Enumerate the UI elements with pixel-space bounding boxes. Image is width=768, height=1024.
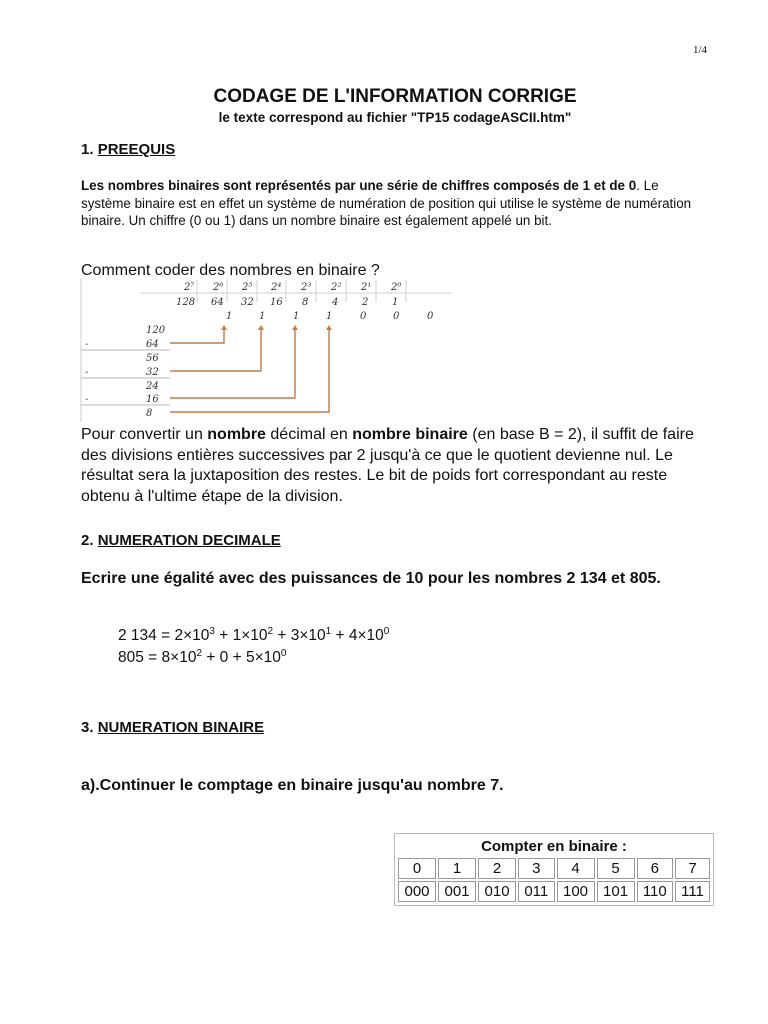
binary-row	[398, 881, 710, 902]
weight-label: 16	[270, 297, 283, 308]
equation-805	[118, 648, 286, 667]
minus-sign: -	[85, 367, 89, 378]
step-value: 64	[146, 339, 159, 350]
step-value: 32	[146, 367, 159, 378]
power-label: 2⁴	[271, 282, 282, 293]
step-value: 8	[146, 408, 153, 419]
document-subtitle: le texte correspond au fichier "TP15 codageASCII.htm"	[218, 110, 572, 125]
table-cell: 111	[675, 881, 710, 902]
section-1-title: PREEQUIS	[97, 141, 176, 158]
table-cell: 110	[637, 881, 673, 902]
minus-sign: -	[85, 394, 89, 405]
table-cell: 0	[398, 858, 436, 879]
binary-count-question: a).Continuer le comptage en binaire jusqu'au nombre 7.	[81, 777, 504, 794]
bit-value: 1	[293, 311, 300, 322]
table-title: Compter en binaire :	[481, 838, 627, 855]
weight-label: 4	[332, 297, 339, 308]
step-value: 56	[146, 353, 159, 364]
bit-value: 0	[360, 311, 367, 322]
bit-value: 0	[427, 311, 434, 322]
power-label: 2⁰	[391, 282, 402, 293]
table-cell: 000	[398, 881, 436, 902]
decimal-question: Ecrire une égalité avec des puissances de 10 pour les nombres 2 134 et 805.	[81, 570, 661, 587]
binary-definition-bold: Les nombres binaires sont représentés par une série de chiffres composés de 1 et de 0	[81, 178, 637, 193]
page-number: 1/4	[692, 44, 707, 56]
weight-label: 8	[302, 297, 309, 308]
table-cell: 010	[478, 881, 516, 902]
section-1-paragraph	[81, 177, 711, 230]
conversion-diagram	[80, 278, 452, 422]
binary-question: Comment coder des nombres en binaire ?	[81, 262, 380, 279]
section-2-heading	[81, 532, 281, 549]
bit-value: 0	[393, 311, 400, 322]
weight-label: 64	[211, 297, 224, 308]
weight-label: 2	[362, 297, 369, 308]
binary-count-table	[396, 835, 712, 904]
power-label: 2²	[331, 282, 342, 293]
binary-count-table-container	[394, 833, 714, 906]
section-1-heading	[81, 141, 175, 158]
bit-value: 1	[326, 311, 333, 322]
power-label: 2⁶	[213, 282, 224, 293]
conversion-paragraph	[81, 425, 711, 507]
table-cell: 101	[597, 881, 635, 902]
bit-value: 1	[226, 311, 233, 322]
eq-exponent: 1	[325, 626, 332, 637]
document-title: CODAGE DE L'INFORMATION CORRIGE	[213, 86, 577, 107]
table-cell: 011	[518, 881, 554, 902]
table-cell: 3	[518, 858, 554, 879]
table-cell: 4	[557, 858, 595, 879]
eq-part: 2 134 = 2×10	[118, 627, 210, 644]
step-value: 24	[146, 381, 159, 392]
power-label: 2⁷	[184, 282, 195, 293]
eq-exponent: 0	[383, 626, 390, 637]
section-3-heading	[81, 719, 264, 736]
binary-definition-rest: . Le système binaire est en effet un système de numération de position qui utilise le système de numération binaire. Un chiffre (0 ou 1) dans un nombre binaire est également appelé un bit.	[81, 178, 692, 228]
section-3-number: 3.	[81, 719, 94, 736]
eq-exponent: 3	[209, 626, 215, 637]
weight-label: 32	[241, 297, 254, 308]
weight-label: 128	[176, 297, 196, 308]
step-value: 16	[146, 394, 159, 405]
decimal-row	[398, 858, 710, 879]
conversion-text: décimal en	[265, 426, 353, 443]
conversion-text: (en base B = 2), il suffit de faire des divisions entières successives par 2 jusqu'à ce que le quotient devienne nul. Le résultat sera la juxtaposition des restes. Le bit de poids fort correspondant au reste obtenu à l'ultime étape de la division.	[81, 426, 694, 505]
table-cell: 2	[478, 858, 516, 879]
power-label: 2⁵	[242, 282, 253, 293]
eq-exponent: 0	[280, 648, 287, 659]
section-3-title: NUMERATION BINAIRE	[97, 719, 265, 736]
conversion-bold: nombre binaire	[352, 426, 468, 443]
weight-label: 1	[392, 297, 399, 308]
section-2-number: 2.	[81, 532, 94, 549]
section-1-number: 1.	[81, 141, 94, 158]
minus-sign: -	[85, 339, 89, 350]
eq-part: + 1×10	[214, 627, 268, 644]
equation-2134	[118, 626, 389, 645]
table-cell: 7	[675, 858, 710, 879]
eq-exponent: 2	[196, 648, 203, 659]
table-cell: 100	[557, 881, 595, 902]
binary-conversion-figure	[80, 278, 452, 422]
bit-value: 1	[259, 311, 266, 322]
table-cell: 5	[597, 858, 635, 879]
eq-part: 805 = 8×10	[118, 649, 197, 666]
eq-part: + 3×10	[273, 627, 326, 644]
eq-exponent: 2	[267, 626, 274, 637]
eq-part: + 0 + 5×10	[202, 649, 281, 666]
table-cell: 001	[438, 881, 476, 902]
power-label: 2³	[301, 282, 312, 293]
power-label: 2¹	[361, 282, 372, 293]
table-cell: 1	[438, 858, 476, 879]
table-cell: 6	[637, 858, 673, 879]
conversion-bold: nombre	[207, 426, 266, 443]
step-value: 120	[146, 325, 166, 336]
eq-part: + 4×10	[331, 627, 384, 644]
section-2-title: NUMERATION DECIMALE	[97, 532, 281, 549]
conversion-text: Pour convertir un	[81, 426, 208, 443]
